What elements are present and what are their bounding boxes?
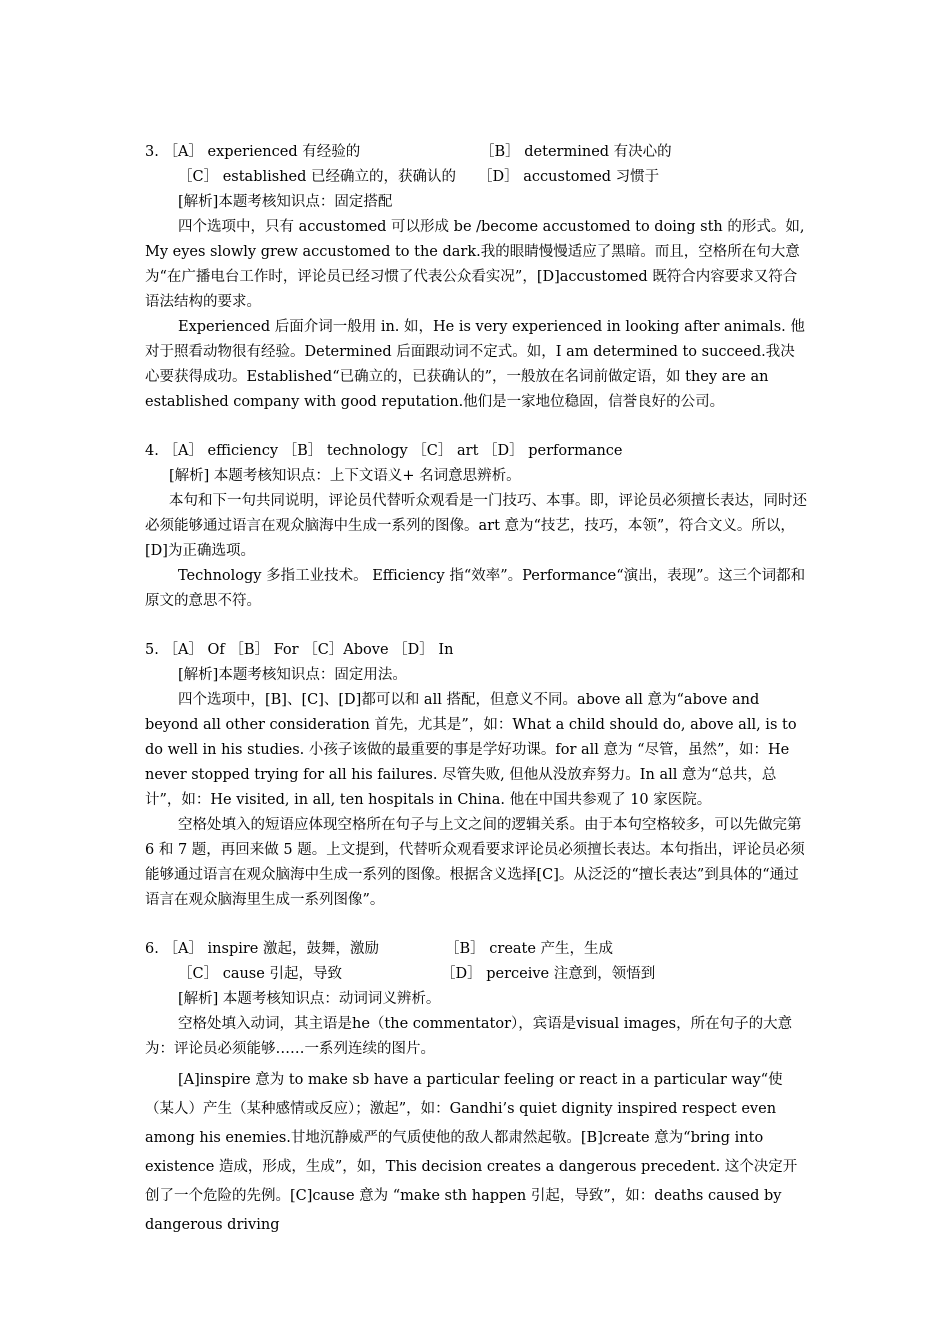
question-5 [145, 638, 808, 913]
q6-analysis-label: [解析] 本题考核知识点：动词词义辨析。 [178, 991, 441, 1007]
q4-paragraph-1: 本句和下一句共同说明，评论员代替听众观看是一门技巧、本事。即，评论员必须擅长表达，同时还必须能够通过语言在观众脑海中生成一系列的图像。art 意为“技艺，技巧，本领”，符合文义。所以，[D]为正确选项。 [145, 493, 807, 559]
q6-options-row-1 [145, 937, 808, 962]
document-page [145, 140, 808, 1240]
q3-option-c: ［C］ established 已经确立的，获确认的 [178, 169, 457, 185]
q6-option-d: ［D］ perceive 注意到，领悟到 [441, 966, 656, 982]
q6-options-row-2 [145, 962, 808, 987]
q5-options-row: 5. ［A］ Of ［B］ For ［C］Above ［D］ In [145, 642, 454, 658]
q6-option-a: 6. ［A］ inspire 激起，鼓舞，激励 [145, 941, 379, 957]
q5-paragraph-2: 空格处填入的短语应体现空格所在句子与上文之间的逻辑关系。由于本句空格较多，可以先做完第 6 和 7 题，再回来做 5 题。上文提到，代替听众观看要求评论员必须擅长表达。本句指出，评论员必须能够通过语言在观众脑海中生成一系列的图像。根据含义选择[C]。从泛泛的“擅长表达”到具体的“通过语言在观众脑海里生成一系列图像”。 [145, 817, 805, 908]
q6-option-b: ［B］ create 产生，生成 [445, 941, 614, 957]
q3-paragraph-2: Experienced 后面介词一般用 in. 如，He is very experienced in looking after animals. 他对于照看动物很有经验。Determined 后面跟动词不定式。如，I am determined to succeed.我决心要获得成功。Established“已确立的，已获确认的”，一般放在名词前做定语，如 they are an established company with good reputation.他们是一家地位稳固，信誉良好的公司。 [145, 319, 805, 410]
q6-paragraph-1: 空格处填入动词，其主语是he（the commentator），宾语是visual images，所在句子的大意为：评论员必须能够……一系列连续的图片。 [145, 1016, 793, 1057]
q5-analysis-label: [解析]本题考核知识点：固定用法。 [178, 667, 407, 683]
q4-analysis-label: [解析] 本题考核知识点：上下文语义+ 名词意思辨析。 [169, 468, 521, 484]
q6-paragraph-2: [A]inspire 意为 to make sb have a particular feeling or react in a particular way“使（某人）产生（某种感情或反应）；激起”，如：Gandhi’s quiet dignity inspired respect even among his enemies.甘地沉静威严的气质使他的敌人都肃然起敬。[B]create 意为“bring into existence 造成，形成，生成”，如，This decision creates a dangerous precedent. 这个决定开创了一个危险的先例。[C]cause 意为 “make sth happen 引起，导致”，如：deaths caused by dangerous driving [145, 1072, 798, 1233]
q6-option-c: ［C］ cause 引起，导致 [178, 966, 342, 982]
question-4 [145, 439, 808, 614]
q3-option-b: ［B］ determined 有决心的 [480, 144, 672, 160]
q3-analysis-label: [解析]本题考核知识点：固定搭配 [178, 194, 393, 210]
q3-option-a: 3. ［A］ experienced 有经验的 [145, 144, 361, 160]
question-3 [145, 140, 808, 415]
q5-paragraph-1: 四个选项中，[B]、[C]、[D]都可以和 all 搭配，但意义不同。above all 意为“above and beyond all other consideration 首先，尤其是”，如：What a child should do, above all, is to do well in his studies. 小孩子该做的最重要的事是学好功课。for all 意为 “尽管，虽然”，如：He never stopped trying for all his failures. 尽管失败, 但他从没放弃努力。In all 意为“总共，总计”，如：He visited, in all, ten hospitals in China. 他在中国共参观了 10 家医院。 [145, 692, 797, 808]
q4-paragraph-2: Technology 多指工业技术。 Efficiency 指“效率”。Performance“演出，表现”。这三个词都和原文的意思不符。 [145, 568, 806, 609]
q3-options-row-1 [145, 140, 808, 165]
q3-options-row-2 [145, 165, 808, 190]
q4-options-row: 4. ［A］ efficiency ［B］ technology ［C］ art ［D］ performance [145, 443, 623, 459]
q3-option-d: ［D］ accustomed 习惯于 [478, 169, 660, 185]
q3-paragraph-1: 四个选项中，只有 accustomed 可以形成 be /become accustomed to doing sth 的形式。如, My eyes slowly grew accustomed to the dark.我的眼睛慢慢适应了黑暗。而且，空格所在句大意为“在广播电台工作时，评论员已经习惯了代表公众看实况”，[D]accustomed 既符合内容要求又符合语法结构的要求。 [145, 219, 805, 310]
question-6 [145, 937, 808, 1240]
